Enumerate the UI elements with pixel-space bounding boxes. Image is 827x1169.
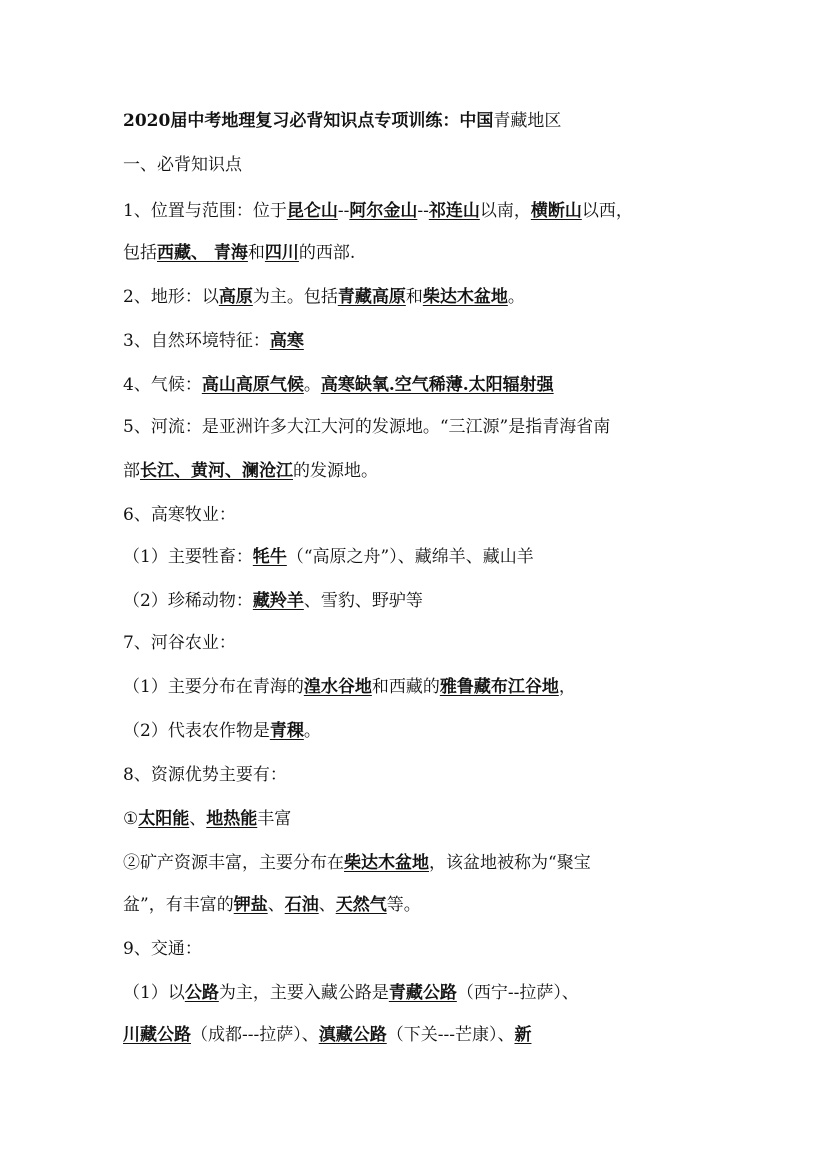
text-line [123,1022,531,1048]
text-segment: 一、必背知识点 [123,155,242,175]
keyword: 阿尔金山 [349,201,418,221]
keyword: 太阳能 [138,809,190,829]
text-line [123,980,579,1006]
text-segment: 青藏地区 [493,111,562,131]
text-segment: （2）代表农作物是 [123,721,270,741]
text-segment: 、雪豹、野驴等 [303,591,423,611]
text-segment: 7、河谷农业： [123,633,236,653]
text-line [123,240,355,266]
text-segment: 和西藏的 [371,677,440,697]
keyword: 湟水谷地 [303,677,372,697]
document-title [123,108,561,134]
text-line [123,372,554,398]
keyword: 青藏高原 [337,287,406,307]
text-segment: （2）珍稀动物： [123,591,253,611]
text-line [123,630,236,656]
text-segment: 部 [123,461,140,481]
text-segment: 。 [507,287,525,307]
keyword: 西藏、 [157,243,214,263]
text-segment: 9、交通： [123,939,202,959]
text-segment: 4、气候： [123,375,202,395]
keyword: 藏羚羊 [252,591,304,611]
text-segment: 。 [303,721,321,741]
text-line [123,544,534,570]
text-line [123,892,421,918]
text-segment: （西宁--拉萨）、 [456,983,579,1003]
text-segment: 为主，主要入藏公路是 [218,983,389,1003]
text-segment: 和 [247,243,265,263]
text-segment: 8、资源优势主要有： [123,765,287,785]
text-segment: （“高原之舟”）、藏绵羊、藏山羊 [286,547,534,567]
keyword: 祁连山 [428,201,480,221]
keyword: 天然气 [335,895,387,915]
text-line [123,588,423,614]
text-segment: （1）主要牲畜： [123,547,253,567]
text-segment: （1）主要分布在青海的 [123,677,304,697]
keyword: 高原 [218,287,253,307]
text-segment: ②矿产资源丰富，主要分布在 [123,853,344,873]
keyword: 昆仑山 [286,201,338,221]
text-segment: 、 [189,809,207,829]
text-segment: 5、河流：是亚洲许多大江大河的发源地。“三江源”是指青海省南 [123,417,611,437]
text-segment: （下关---芒康）、 [386,1025,515,1045]
keyword: 高寒 [269,331,304,351]
text-line [123,414,610,440]
keyword: 高寒缺氧.空气稀薄.太阳辐射强 [320,375,554,395]
keyword: 新 [514,1025,532,1045]
keyword: 横断山 [530,201,582,221]
text-line [123,502,236,528]
section-heading [123,152,242,178]
text-segment: 丰富 [257,809,292,829]
keyword: 钾盐 [233,895,268,915]
keyword: 柴达木盆地 [344,853,429,873]
text-line [123,328,304,354]
text-line [123,284,525,310]
text-segment: 、 [318,895,336,915]
text-segment: 、 [267,895,285,915]
keyword: 石油 [284,895,319,915]
text-segment: 的发源地。 [293,461,378,481]
text-segment: 2、地形：以 [123,287,219,307]
text-segment: 以西， [581,201,633,221]
text-segment: （成都---拉萨）、 [191,1025,319,1045]
text-segment: -- [417,201,429,221]
keyword: 滇藏公路 [318,1025,387,1045]
keyword: 青稞 [269,721,304,741]
keyword: 雅鲁藏布江谷地 [439,677,559,697]
keyword: 地热能 [206,809,258,829]
text-segment: 1、位置与范围：位于 [123,201,287,221]
text-segment: 的西部. [298,243,356,263]
text-segment: 。 [303,375,321,395]
text-line [123,850,591,876]
text-segment: -- [337,201,350,221]
text-segment: 6、高寒牧业： [123,505,236,525]
keyword: 长江、黄河、澜沧江 [140,461,293,481]
text-segment: ① [123,809,139,829]
keyword: 高山高原气候 [201,375,304,395]
keyword: 公路 [184,983,219,1003]
text-line [123,936,202,962]
keyword: 川藏公路 [123,1025,191,1045]
text-segment: 包括 [123,243,157,263]
text-segment: （1）以 [123,983,185,1003]
keyword: 柴达木盆地 [422,287,508,307]
text-line [123,674,576,700]
text-segment: ， [558,677,576,697]
text-line [123,458,378,484]
keyword: 青海 [213,243,248,263]
text-line [123,718,321,744]
keyword: 牦牛 [252,547,287,567]
text-line [123,806,291,832]
text-segment: 2020届中考地理复习必背知识点专项训练：中国 [123,111,494,131]
text-segment: 为主。包括 [252,287,338,307]
text-segment: 盆”，有丰富的 [123,895,234,915]
text-segment: 和 [405,287,423,307]
keyword: 四川 [264,243,299,263]
text-line [123,762,287,788]
text-segment: ，该盆地被称为“聚宝 [429,853,591,873]
keyword: 青藏公路 [388,983,457,1003]
text-segment: 等。 [386,895,421,915]
text-line [123,198,633,224]
text-segment: 3、自然环境特征： [123,331,270,351]
text-segment: 以南， [479,201,531,221]
